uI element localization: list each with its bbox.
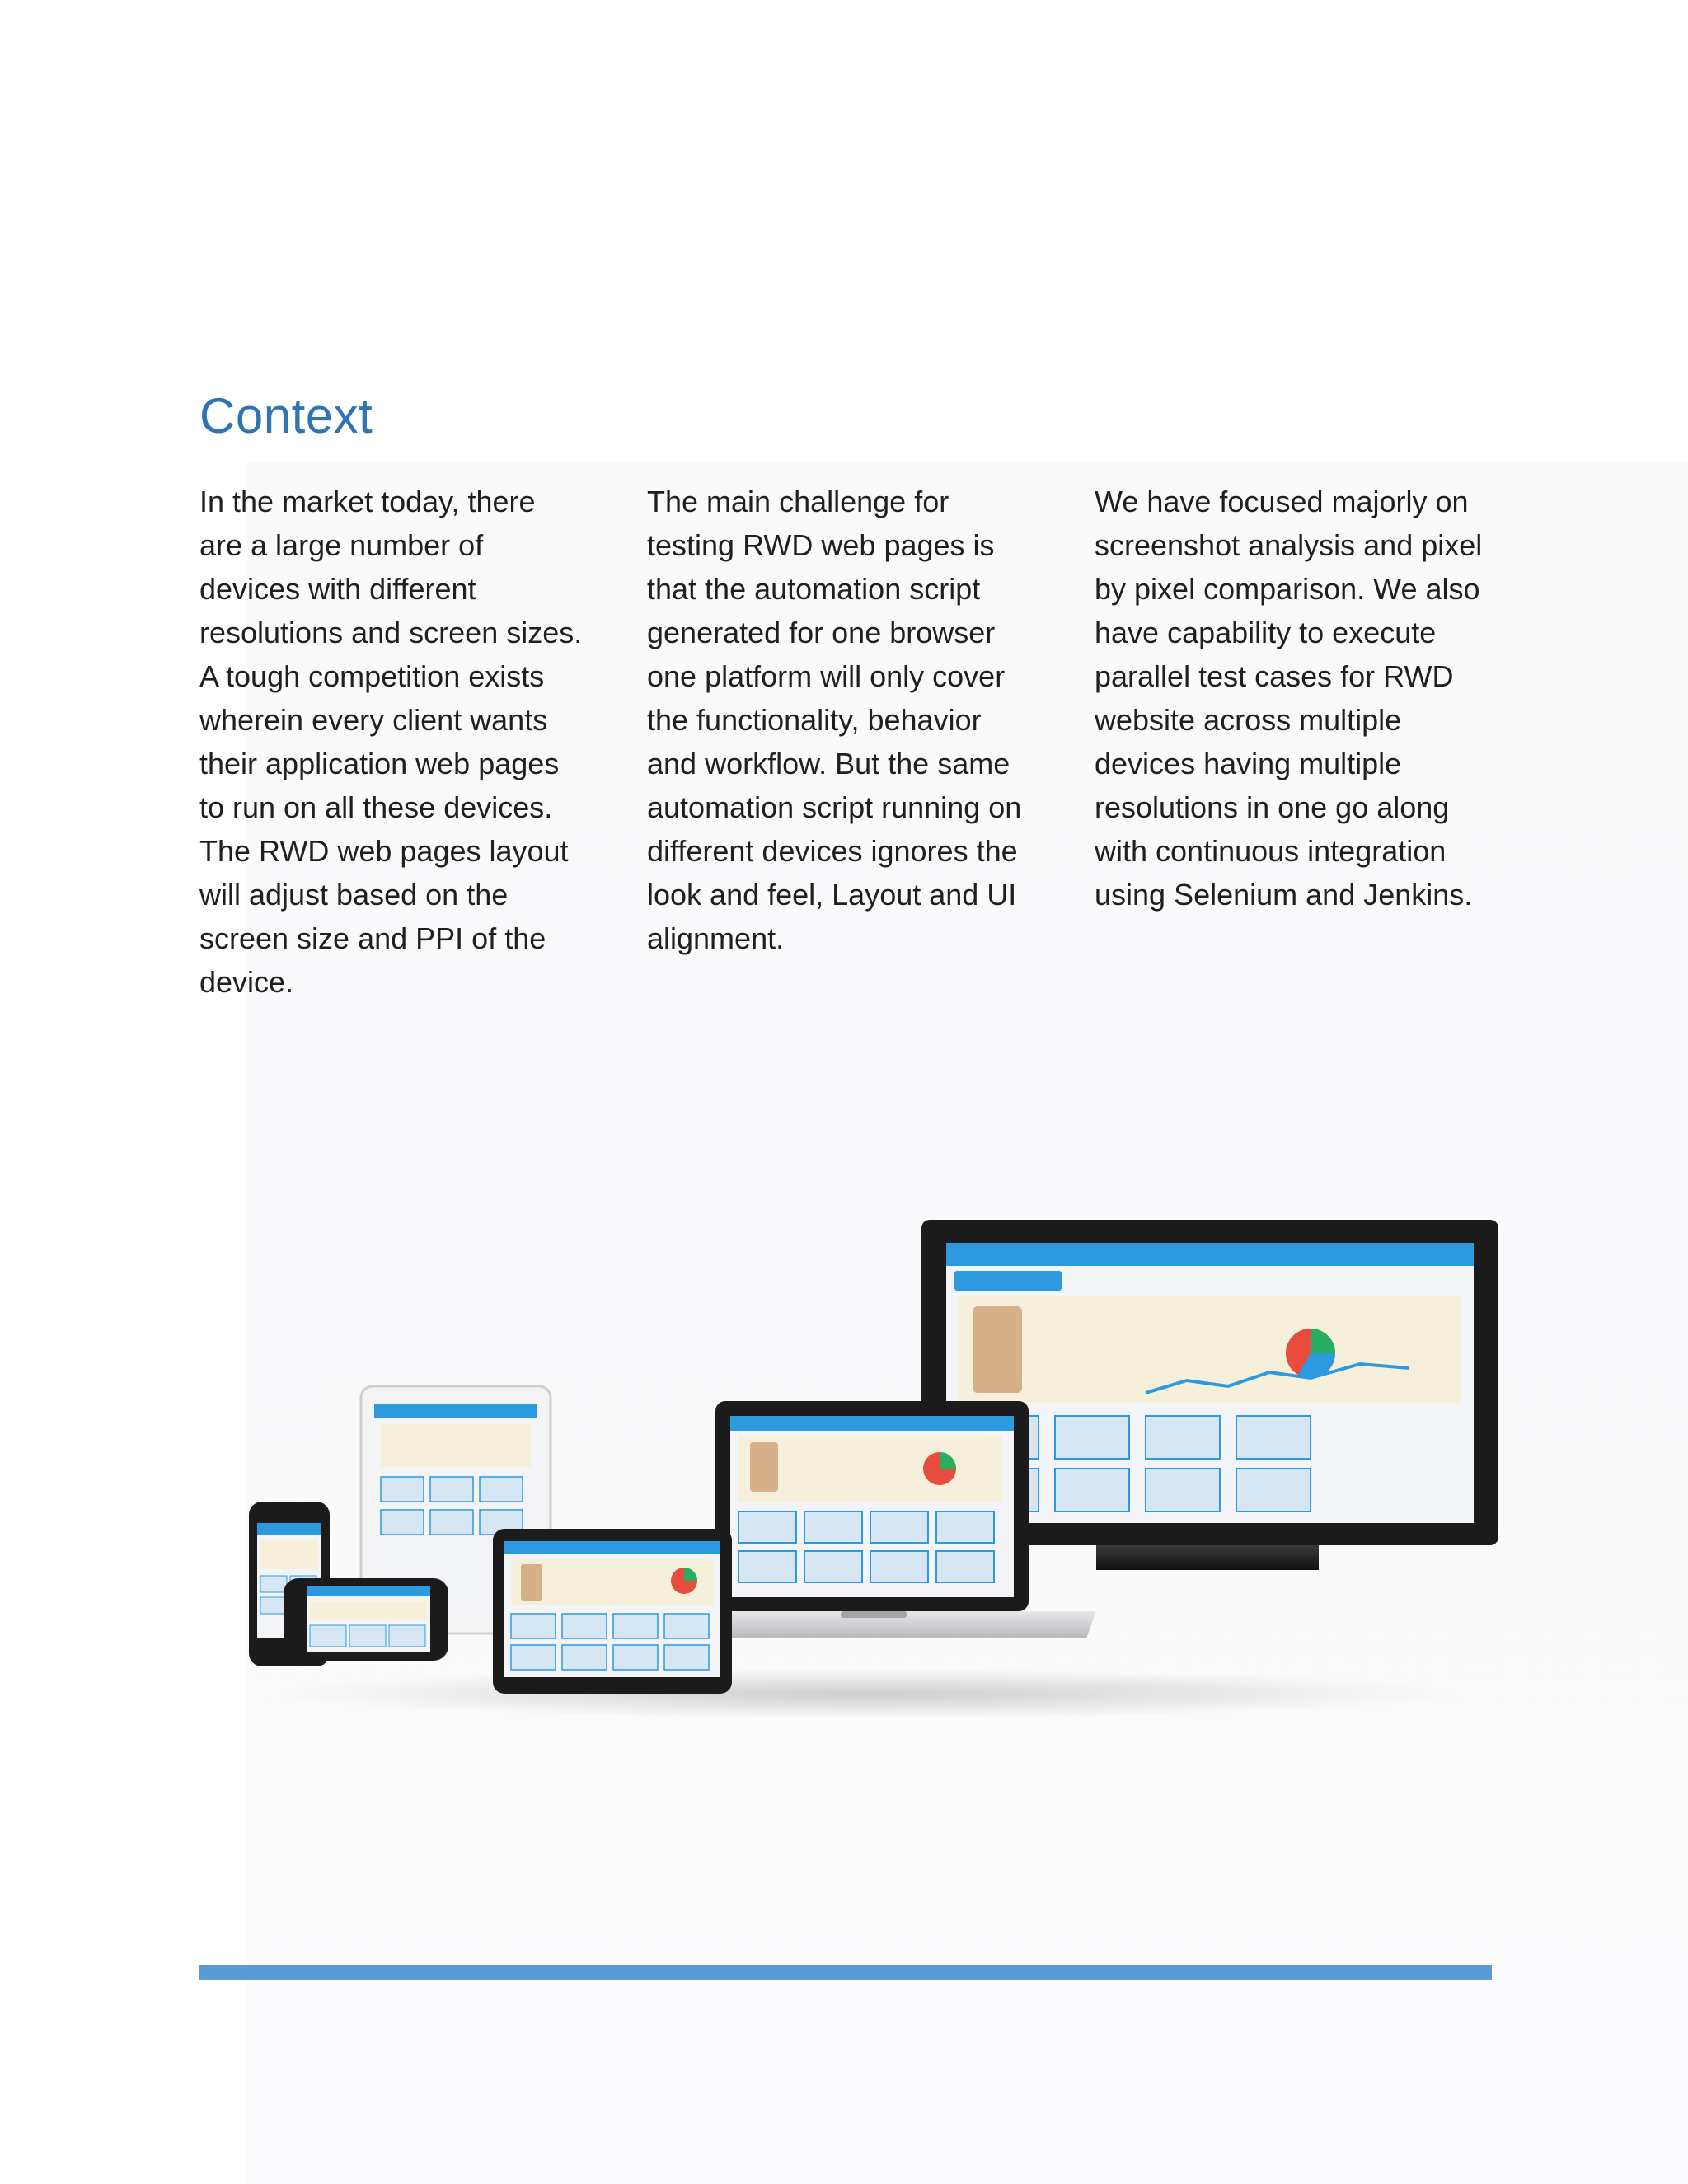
text-column-1	[199, 480, 628, 1004]
responsive-devices-illustration	[239, 1203, 1508, 1731]
text-column-3	[1095, 480, 1523, 916]
text-line: devices having multiple	[1095, 747, 1402, 780]
text-line: The RWD web pages layout	[199, 834, 569, 868]
text-line: A tough competition exists	[199, 659, 545, 693]
text-line: alignment.	[647, 921, 785, 955]
text-line: one platform will only cover	[647, 659, 1006, 693]
text-column-2	[647, 480, 1076, 960]
text-line: screen size and PPI of the	[199, 921, 546, 955]
smartphone-landscape-icon	[284, 1578, 448, 1661]
text-line: device.	[199, 965, 294, 999]
text-line: their application web pages	[199, 747, 560, 780]
text-line: resolutions and screen sizes.	[199, 616, 583, 649]
text-line: different devices ignores the	[647, 834, 1018, 868]
text-line: to run on all these devices.	[199, 790, 553, 824]
text-line: In the market today, there	[199, 485, 536, 518]
text-line: generated for one browser	[647, 616, 996, 649]
section-heading: Context	[199, 388, 373, 443]
text-line: parallel test cases for RWD	[1095, 659, 1454, 693]
text-line: that the automation script	[647, 572, 981, 606]
text-line: The main challenge for	[647, 485, 950, 518]
text-line: will adjust based on the	[199, 878, 509, 912]
text-line: devices with different	[199, 572, 476, 606]
text-line: wherein every client wants	[199, 703, 548, 737]
tablet-landscape-icon	[493, 1529, 732, 1694]
text-line: screenshot analysis and pixel	[1095, 528, 1483, 562]
text-line: automation script running on	[647, 790, 1022, 824]
text-line: website across multiple	[1095, 703, 1402, 737]
text-line: have capability to execute	[1095, 616, 1437, 649]
text-line: are a large number of	[199, 528, 484, 562]
text-line: and workflow. But the same	[647, 747, 1010, 780]
text-line: the functionality, behavior	[647, 703, 982, 737]
text-line: look and feel, Layout and UI	[647, 878, 1017, 912]
text-line: testing RWD web pages is	[647, 528, 995, 562]
text-line: by pixel comparison. We also	[1095, 572, 1480, 606]
footer-rule	[199, 1965, 1492, 1980]
text-line: using Selenium and Jenkins.	[1095, 878, 1473, 912]
text-line: resolutions in one go along	[1095, 790, 1450, 824]
text-line: with continuous integration	[1095, 834, 1447, 868]
text-line: We have focused majorly on	[1095, 485, 1469, 518]
